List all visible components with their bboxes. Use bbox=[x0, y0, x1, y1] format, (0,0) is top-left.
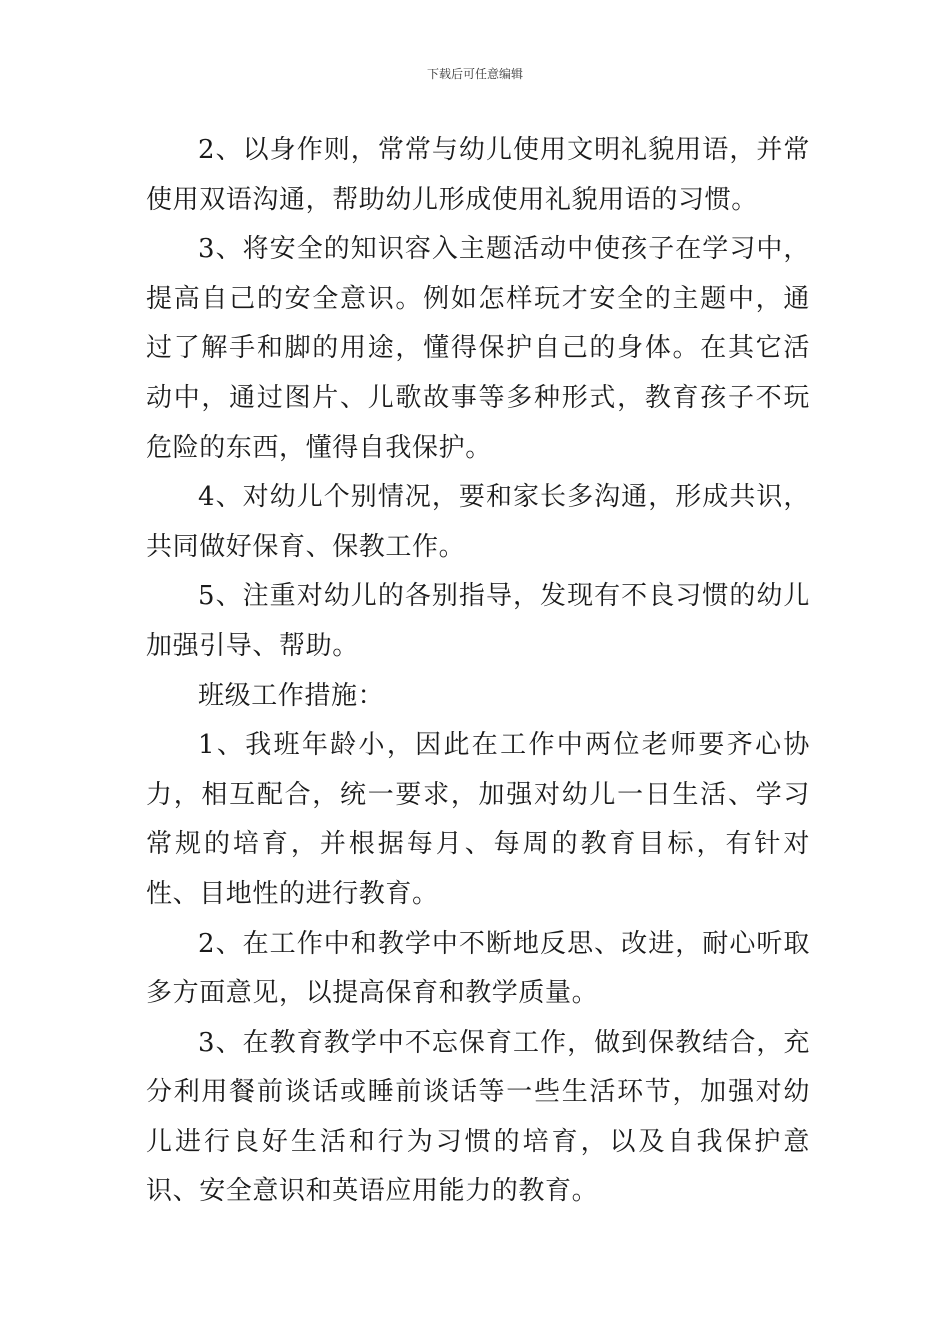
paragraph: 2、以身作则，常常与幼儿使用文明礼貌用语，并常使用双语沟通，帮助幼儿形成使用礼貌用语的习惯。 bbox=[146, 135, 810, 215]
paragraph: 5、注重对幼儿的各别指导，发现有不良习惯的幼儿加强引导、帮助。 bbox=[146, 581, 810, 661]
paragraph: 3、在教育教学中不忘保育工作，做到保教结合，充分利用餐前谈话或睡前谈话等一些生活环节，加强对幼儿进行良好生活和行为习惯的培育，以及自我保护意识、安全意识和英语应用能力的教育。 bbox=[146, 1027, 810, 1207]
paragraph: 3、将安全的知识容入主题活动中使孩子在学习中，提高自己的安全意识。例如怎样玩才安全的主题中，通过了解手和脚的用途，懂得保护自己的身体。在其它活动中，通过图片、儿歌故事等多种形式，教育孩子不玩危险的东西，懂得自我保护。 bbox=[146, 234, 810, 463]
document-body bbox=[146, 126, 810, 1217]
section-heading: 班级工作措施： bbox=[198, 680, 385, 711]
page-header: 下载后可任意编辑 bbox=[426, 67, 523, 81]
paragraph: 4、对幼儿个别情况，要和家长多沟通，形成共识，共同做好保育、保教工作。 bbox=[146, 482, 810, 562]
paragraph: 2、在工作中和教学中不断地反思、改进，耐心听取多方面意见，以提高保育和教学质量。 bbox=[146, 928, 810, 1009]
paragraph: 1、我班年龄小，因此在工作中两位老师要齐心协力，相互配合，统一要求，加强对幼儿一日生活、学习常规的培育，并根据每月、每周的教育目标，有针对性、目地性的进行教育。 bbox=[146, 730, 810, 909]
